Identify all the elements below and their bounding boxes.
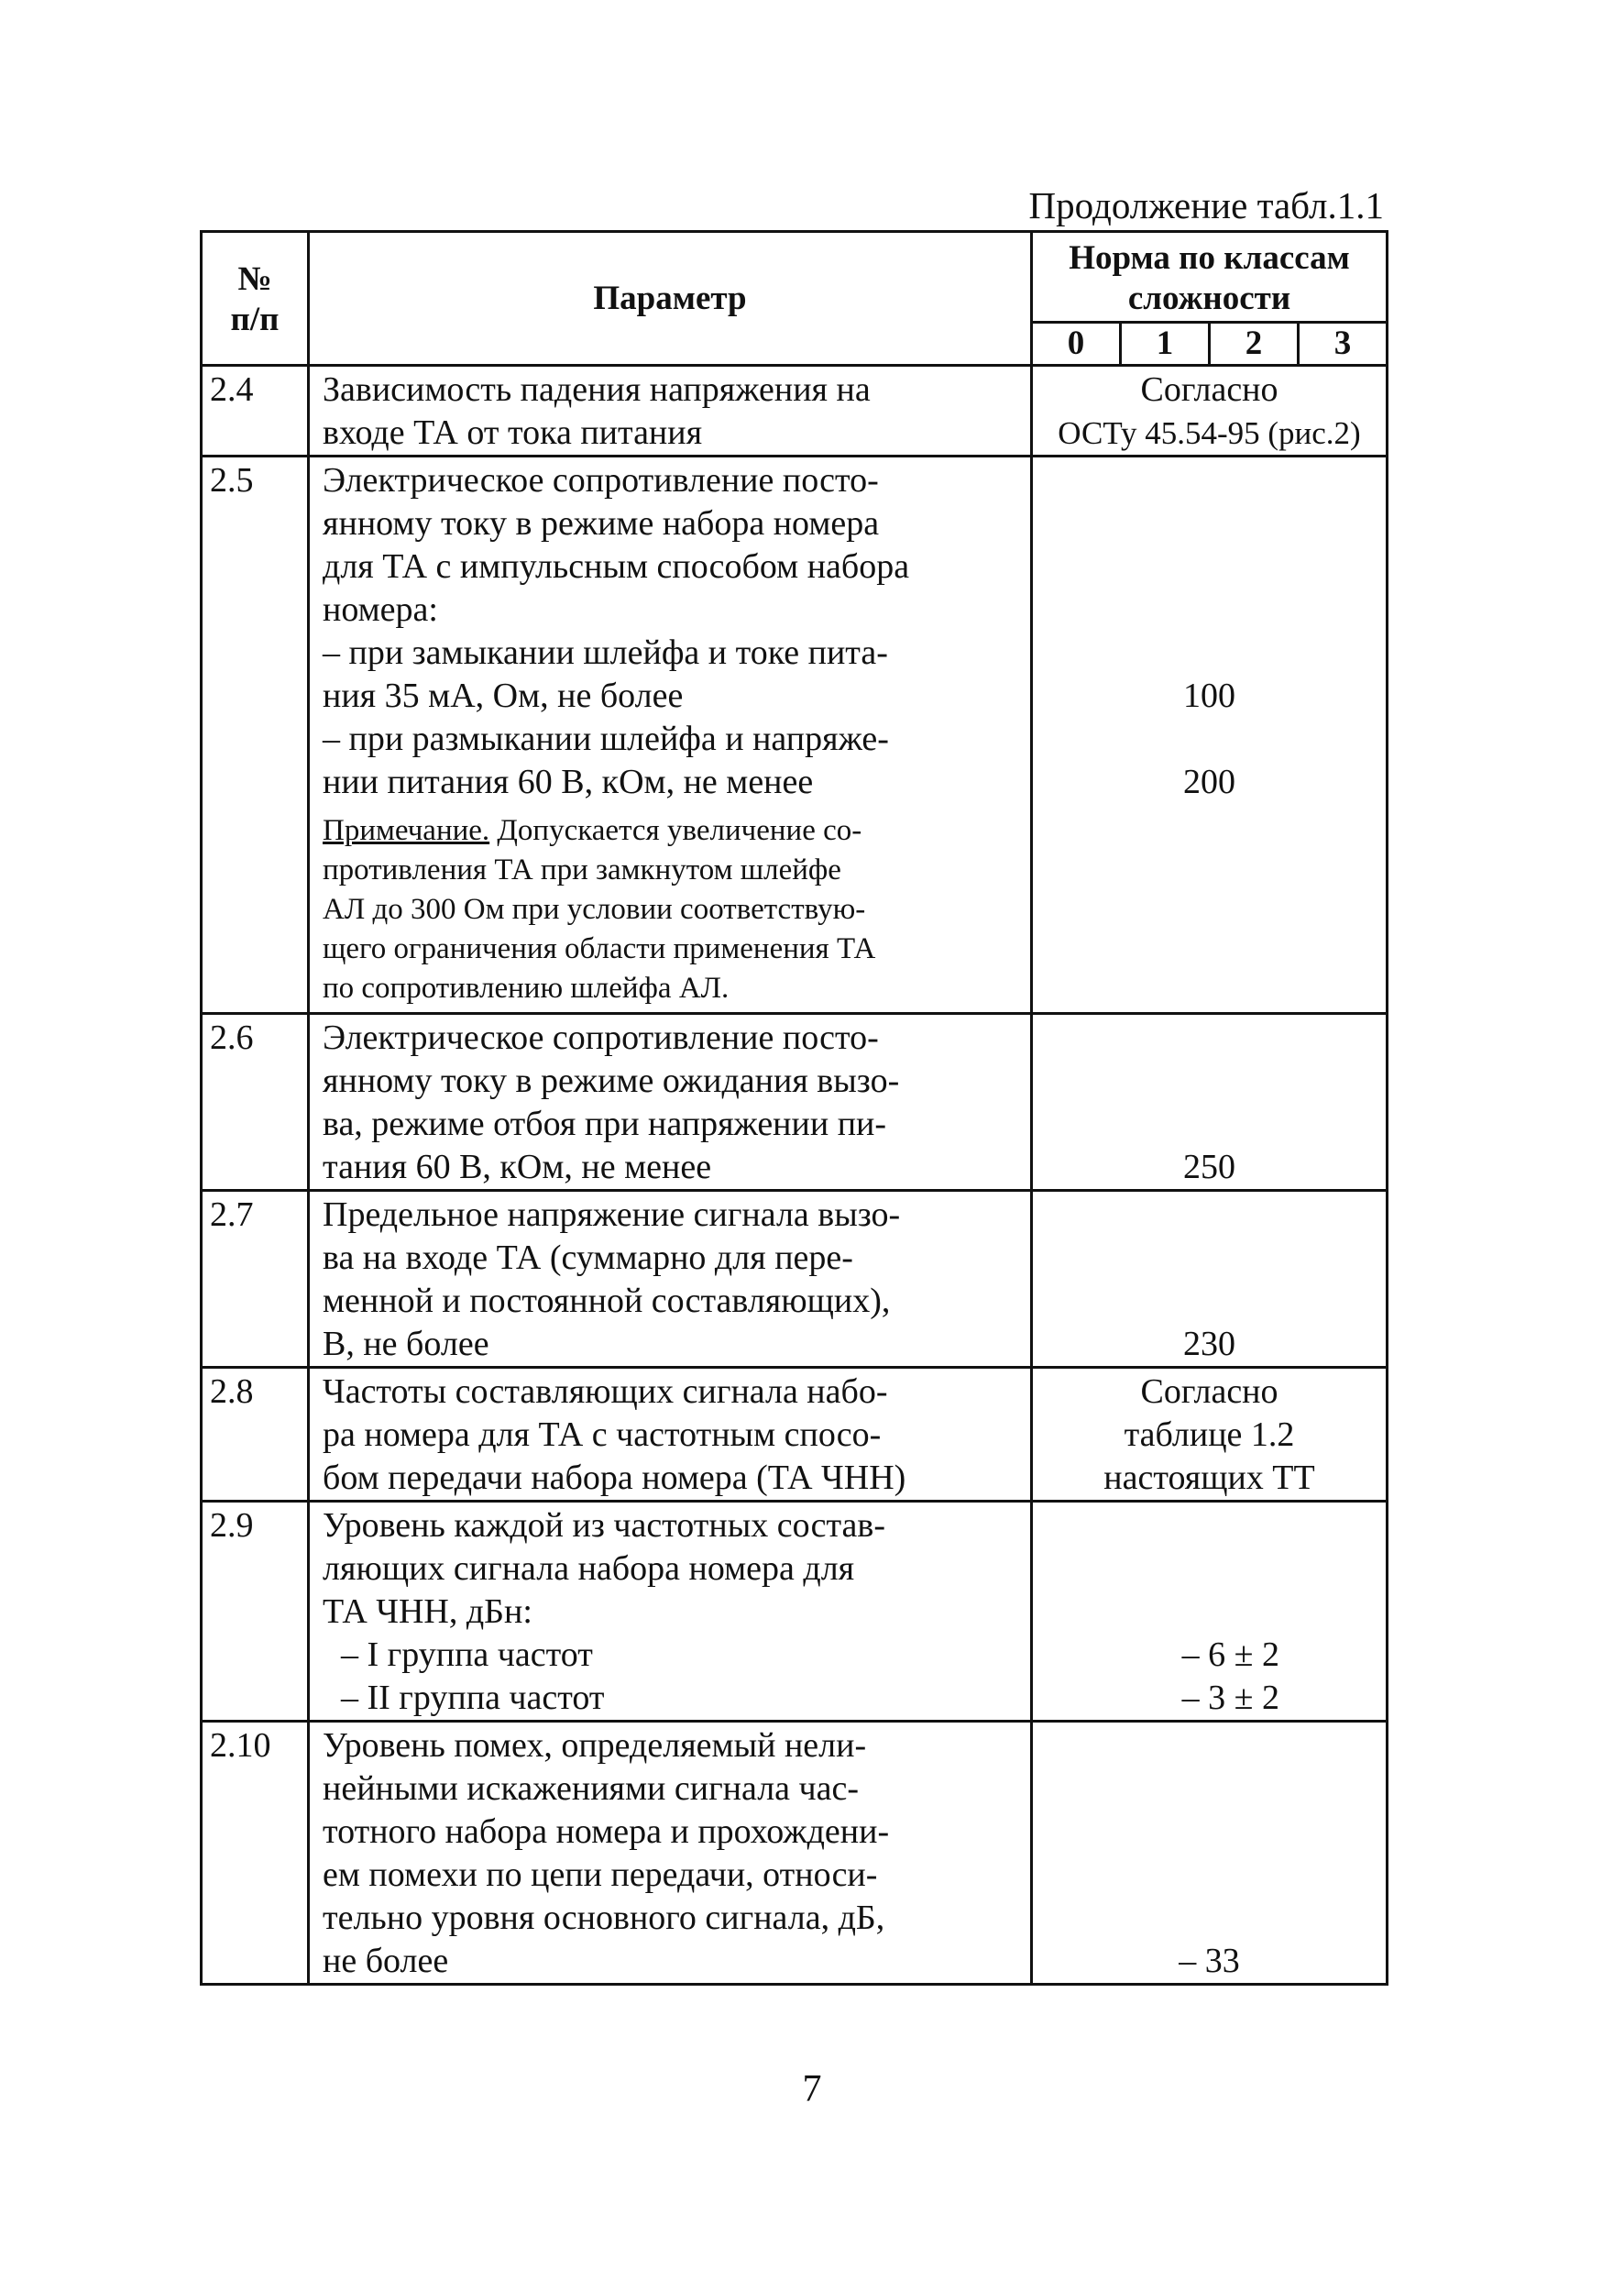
row-param [309,1191,1032,1368]
param-line: Предельное напряжение сигнала вызо- [323,1195,901,1234]
param-line: Электрическое сопротивление посто- [323,461,879,500]
value-line: Согласно [1140,1372,1278,1411]
row-param [309,457,1032,1014]
header-num-line1: № [237,259,272,298]
value-line: таблице 1.2 [1124,1415,1295,1454]
param-line: для ТА с импульсным способом набора [323,547,910,586]
table-row [202,1502,1388,1722]
param-line: тельно уровня основного сигнала, дБ, [323,1899,885,1937]
row-value [1032,1368,1388,1502]
param-line: Зависимость падения напряжения на [323,370,871,409]
header-class-3: 3 [1299,323,1388,366]
param-line: Электрическое сопротивление посто- [323,1018,879,1057]
table-row [202,1368,1388,1502]
note-label: Примечание. [323,814,490,847]
param-line: – II группа частот [341,1679,605,1717]
param-line: бом передачи набора номера (ТА ЧНН) [323,1459,906,1497]
header-norm-line1: Норма по классам [1069,239,1350,277]
param-line: – при замыкании шлейфа и токе пита- [323,633,888,672]
value-line: – 33 [1179,1942,1240,1980]
header-num [202,232,309,366]
value-line: Согласно [1140,370,1278,409]
param-line: нейными искажениями сигнала час- [323,1769,860,1808]
param-line: янному току в режиме ожидания вызо- [323,1062,900,1100]
value-line: 200 [1183,763,1236,801]
param-line: Уровень помех, определяемый нели- [323,1726,867,1765]
table-row [202,366,1388,457]
value-line: – 6 ± 2 [1181,1635,1280,1674]
value-line: настоящих ТТ [1103,1459,1315,1497]
header-norm-line2: сложности [1127,280,1291,317]
row-value [1032,1722,1388,1985]
header-num-line2: п/п [230,300,280,338]
param-line: янному току в режиме набора номера [323,504,880,543]
table-row [202,457,1388,1014]
row-note [323,804,1021,1012]
row-value [1032,366,1388,457]
param-line: тания 60 В, кОм, не менее [323,1148,712,1186]
parameters-table-container [200,230,1388,1986]
param-line: ния 35 мА, Ом, не более [323,677,684,715]
table-continuation-label: Продолжение табл.1.1 [1028,184,1384,226]
param-line: ем помехи по цепи передачи, относи- [323,1855,878,1894]
param-line: не более [323,1942,449,1980]
row-value [1032,1191,1388,1368]
row-num: 2.9 [202,1502,309,1722]
note-line: АЛ до 300 Ом при условии соответствую- [323,893,866,926]
table-row [202,1722,1388,1985]
param-line: Уровень каждой из частотных состав- [323,1506,885,1545]
param-line: ва на входе ТА (суммарно для пере- [323,1239,853,1277]
param-line: тотного набора номера и прохождени- [323,1812,890,1851]
header-param: Параметр [309,232,1032,366]
row-num: 2.10 [202,1722,309,1985]
row-num: 2.7 [202,1191,309,1368]
row-param [309,1368,1032,1502]
param-line: входе ТА от тока питания [323,413,703,452]
row-num: 2.4 [202,366,309,457]
param-line: – при размыкании шлейфа и напряже- [323,720,889,758]
row-value [1032,1014,1388,1191]
parameters-table [200,230,1388,1986]
param-line: В, не более [323,1325,489,1363]
table-row [202,1014,1388,1191]
header-norm [1032,232,1388,323]
param-line: менной и постоянной составляющих), [323,1282,891,1320]
header-row [202,232,1388,323]
row-param [309,366,1032,457]
value-line: 230 [1183,1325,1236,1363]
param-line: номера: [323,590,438,629]
param-line: ляющих сигнала набора номера для [323,1549,855,1588]
row-value [1032,457,1388,1014]
param-line: – I группа частот [341,1635,593,1674]
value-line: ОСТу 45.54-95 (рис.2) [1058,415,1361,451]
table-row [202,1191,1388,1368]
param-line: нии питания 60 В, кОм, не менее [323,763,814,801]
param-line: Частоты составляющих сигнала набо- [323,1372,888,1411]
param-line: ва, режиме отбоя при напряжении пи- [323,1105,887,1143]
row-param [309,1502,1032,1722]
row-num: 2.8 [202,1368,309,1502]
row-value [1032,1502,1388,1722]
row-num: 2.6 [202,1014,309,1191]
header-class-1: 1 [1121,323,1210,366]
page-number: 7 [802,2068,822,2110]
row-param [309,1014,1032,1191]
row-num: 2.5 [202,457,309,1014]
note-line: Допускается увеличение со- [489,814,862,847]
row-param [309,1722,1032,1985]
value-line: 250 [1183,1148,1236,1186]
header-class-2: 2 [1210,323,1299,366]
note-line: по сопротивлению шлейфа АЛ. [323,972,730,1005]
param-line: ра номера для ТА с частотным спосо- [323,1415,882,1454]
note-line: противления ТА при замкнутом шлейфе [323,853,841,886]
header-class-0: 0 [1032,323,1121,366]
value-line: – 3 ± 2 [1181,1679,1280,1717]
note-line: щего ограничения области применения ТА [323,932,876,965]
value-line: 100 [1183,677,1236,715]
param-line: ТА ЧНН, дБн: [323,1592,532,1631]
